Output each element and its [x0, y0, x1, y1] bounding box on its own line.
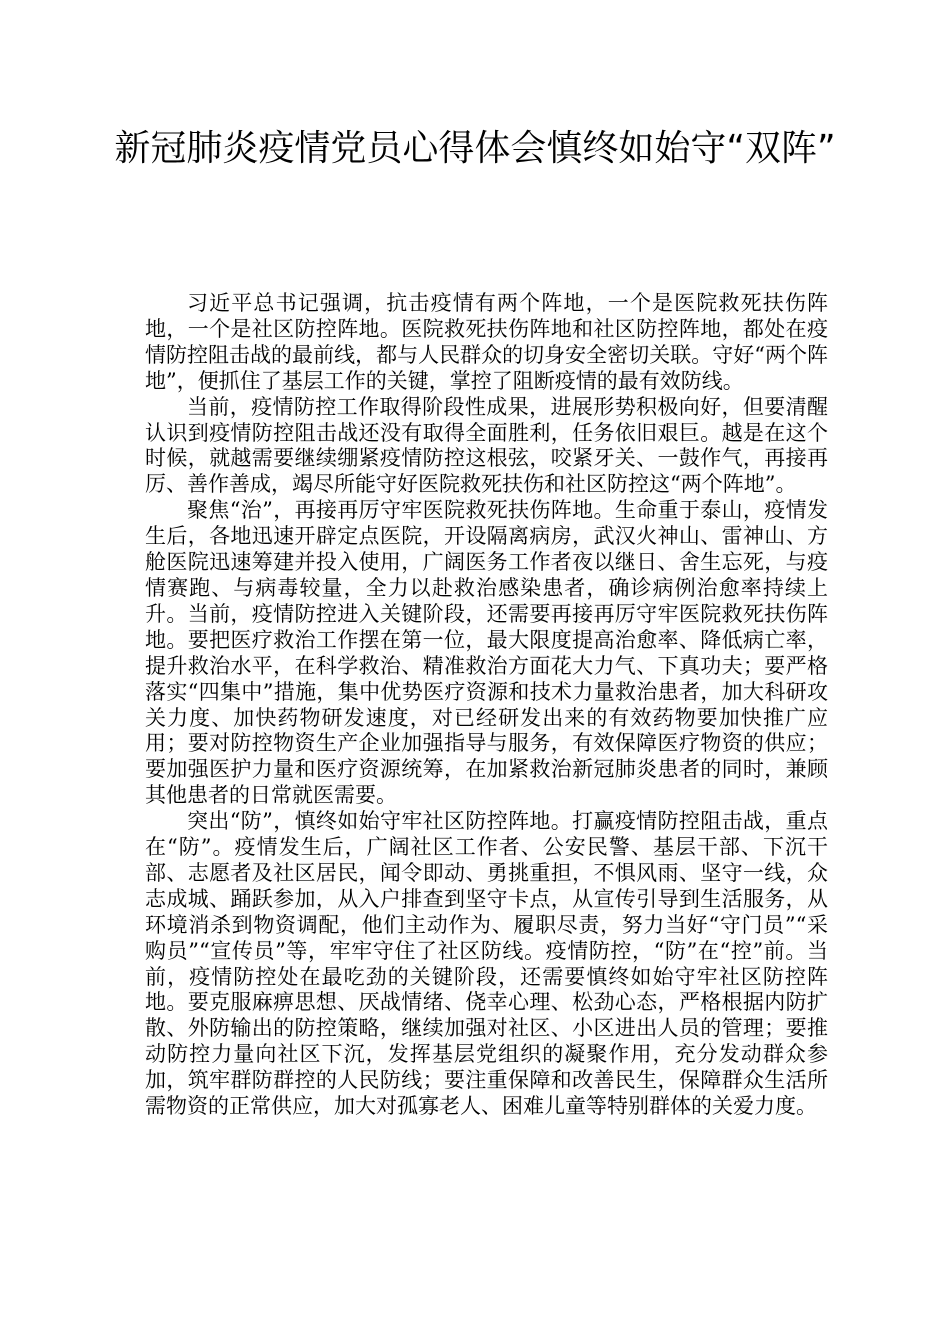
paragraph: 习近平总书记强调，抗击疫情有两个阵地，一个是医院救死扶伤阵地，一个是社区防控阵地。医院救死扶伤阵地和社区防控阵地，都处在疫情防控阻击战的最前线，都与人民群众的切身安全密切关联。守好“两个阵地”，便抓住了基层工作的关键，掌控了阻断疫情的最有效防线。 — [145, 291, 828, 393]
document-title: 新冠肺炎疫情党员心得体会慎终如始守“双阵” — [114, 128, 836, 169]
document-body — [145, 291, 828, 1120]
paragraph: 当前，疫情防控工作取得阶段性成果，进展形势积极向好，但要清醒认识到疫情防控阻击战还没有取得全面胜利，任务依旧艰巨。越是在这个时候，就越需要继续绷紧疫情防控这根弦，咬紧牙关、一鼓作气，再接再厉、善作善成，竭尽所能守好医院救死扶伤和社区防控这“两个阵地”。 — [145, 394, 828, 497]
paragraph: 突出“防”，慎终如始守牢社区防控阵地。打赢疫情防控阻击战，重点在“防”。疫情发生后，广阔社区工作者、公安民警、基层干部、下沉干部、志愿者及社区居民，闻令即动、勇挑重担，不惧风雨、坚守一线，众志成城、踊跃参加，从入户排查到坚守卡点，从宣传引导到生活服务，从环境消杀到物资调配，他们主动作为、履职尽责，努力当好“守门员”“采购员”“宣传员”等，牢牢守住了社区防线。疫情防控，“防”在“控”前。当前，疫情防控处在最吃劲的关键阶段，还需要慎终如始守牢社区防控阵地。要克服麻痹思想、厌战情绪、侥幸心理、松劲心态，严格根据内防扩散、外防输出的防控策略，继续加强对社区、小区进出人员的管理；要推动防控力量向社区下沉，发挥基层党组织的凝聚作用，充分发动群众参加，筑牢群防群控的人民防线；要注重保障和改善民生，保障群众生活所需物资的正常供应，加大对孤寡老人、困难儿童等特别群体的关爱力度。 — [145, 809, 828, 1119]
paragraph: 聚焦“治”，再接再厉守牢医院救死扶伤阵地。生命重于泰山，疫情发生后，各地迅速开辟定点医院，开设隔离病房，武汉火神山、雷神山、方舱医院迅速筹建并投入使用，广阔医务工作者夜以继日、舍生忘死，与疫情赛跑、与病毒较量，全力以赴救治感染患者，确诊病例治愈率持续上升。当前，疫情防控进入关键阶段，还需要再接再厉守牢医院救死扶伤阵地。要把医疗救治工作摆在第一位，最大限度提高治愈率、降低病亡率，提升救治水平，在科学救治、精准救治方面花大力气、下真功夫；要严格落实“四集中”措施，集中优势医疗资源和技术力量救治患者，加大科研攻关力度、加快药物研发速度，对已经研发出来的有效药物要加快推广应用；要对防控物资生产企业加强指导与服务，有效保障医疗物资的供应；要加强医护力量和医疗资源统筹，在加紧救治新冠肺炎患者的同时，兼顾其他患者的日常就医需要。 — [145, 498, 828, 808]
